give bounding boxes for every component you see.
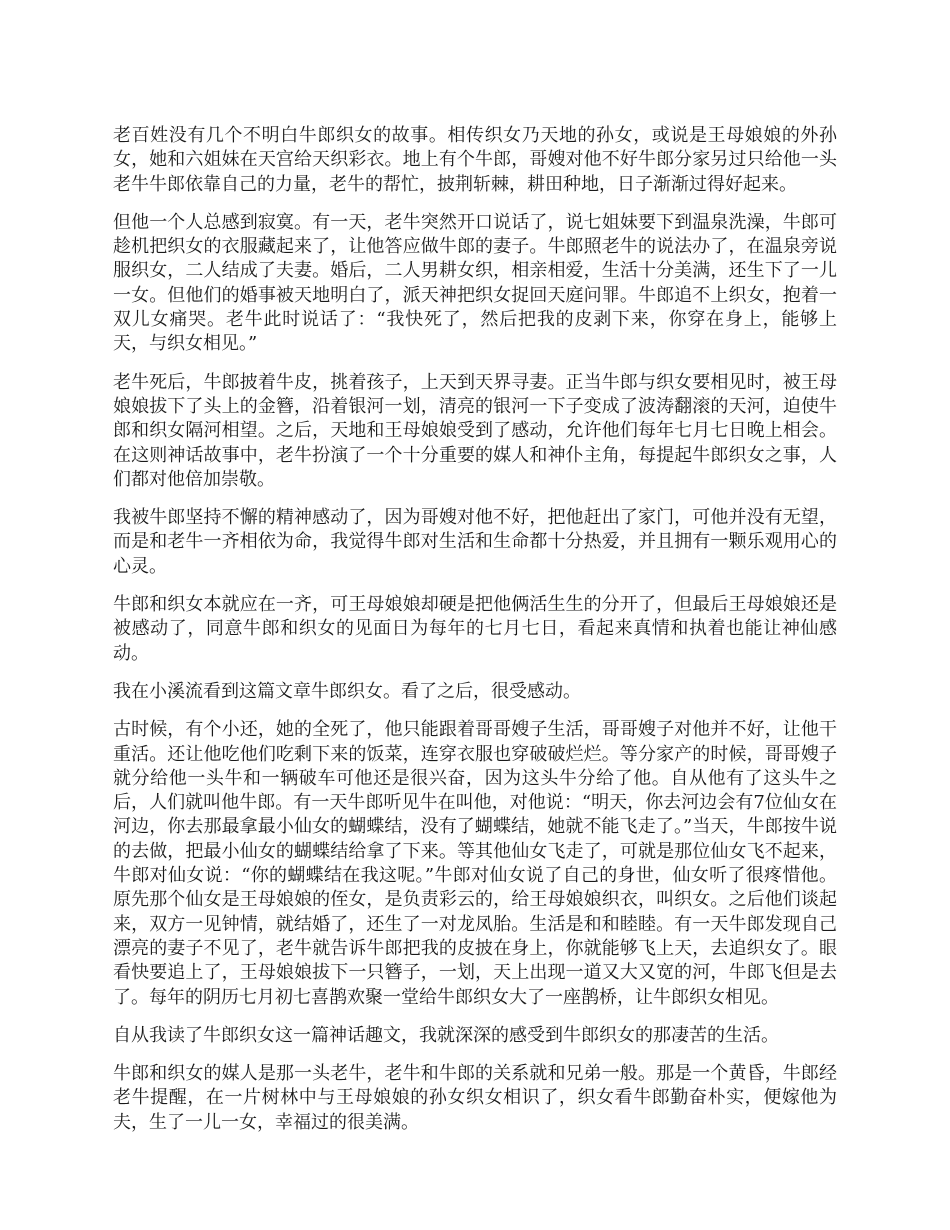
paragraph-4: 我被牛郎坚持不懈的精神感动了，因为哥嫂对他不好，把他赶出了家门，可他并没有无望，而是和老牛一齐相依为命，我觉得牛郎对生活和生命都十分热爱，并且拥有一颗乐观用心的心灵。 (113, 507, 837, 577)
document-body (113, 124, 837, 1149)
paragraph-9: 牛郎和织女的媒人是那一头老牛，老牛和牛郎的关系就和兄弟一般。那是一个黄昏，牛郎经老牛提醒，在一片树林中与王母娘娘的孙女织女相识了，织女看牛郎勤奋朴实，便嫁他为夫，生了一儿一女，幸福过的很美满。 (113, 1063, 837, 1133)
paragraph-5: 牛郎和织女本就应在一齐，可王母娘娘却硬是把他俩活生生的分开了，但最后王母娘娘还是被感动了，同意牛郎和织女的见面日为每年的七月七日，看起来真情和执着也能让神仙感动。 (113, 594, 837, 664)
paragraph-1: 老百姓没有几个不明白牛郎织女的故事。相传织女乃天地的孙女，或说是王母娘娘的外孙女，她和六姐妹在天宫给天织彩衣。地上有个牛郎，哥嫂对他不好牛郎分家另过只给他一头老牛牛郎依靠自己的力量，老牛的帮忙，披荆斩棘，耕田种地，日子渐渐过得好起来。 (113, 125, 837, 195)
paragraph-7: 古时候，有个小还，她的全死了，他只能跟着哥哥嫂子生活，哥哥嫂子对他并不好，让他干重活。还让他吃他们吃剩下来的饭菜，连穿衣服也穿破破烂烂。等分家产的时候，哥哥嫂子就分给他一头牛和一辆破车可他还是很兴奋，因为这头牛分给了他。自从他有了这头牛之后，人们就叫他牛郎。有一天牛郎听见牛在叫他，对他说：“明天，你去河边会有7位仙女在河边，你去那最拿最小仙女的蝴蝶结，没有了蝴蝶结，她就不能飞走了。”当天，牛郎按牛说的去做，把最小仙女的蝴蝶结给拿了下来。等其他仙女飞走了，可就是那位仙女飞不起来，牛郎对仙女说：“你的蝴蝶结在我这呢。”牛郎对仙女说了自己的身世，仙女听了很疼惜他。原先那个仙女是王母娘娘的侄女，是负责彩云的，给王母娘娘织衣，叫织女。之后他们谈起来，双方一见钟情，就结婚了，还生了一对龙凤胎。生活是和和睦睦。有一天牛郎发现自己漂亮的妻子不见了，老牛就告诉牛郎把我的皮披在身上，你就能够飞上天，去追织女了。眼看快要追上了，王母娘娘拔下一只簪子，一划，天上出现一道又大又宽的河，牛郎飞但是去了。每年的阴历七月初七喜鹊欢聚一堂给牛郎织女大了一座鹊桥，让牛郎织女相见。 (113, 719, 837, 1008)
paragraph-2: 但他一个人总感到寂寞。有一天，老牛突然开口说话了，说七姐妹要下到温泉洗澡，牛郎可趁机把织女的衣服藏起来了，让他答应做牛郎的妻子。牛郎照老牛的说法办了，在温泉旁说服织女，二人结成了夫妻。婚后，二人男耕女织，相亲相爱，生活十分美满，还生下了一儿一女。但他们的婚事被天地明白了，派天神把织女捉回天庭问罪。牛郎追不上织女，抱着一双儿女痛哭。老牛此时说话了：“我快死了，然后把我的皮剥下来，你穿在身上，能够上天，与织女相见。” (113, 211, 837, 355)
paragraph-3: 老牛死后，牛郎披着牛皮，挑着孩子，上天到天界寻妻。正当牛郎与织女要相见时，被王母娘娘拔下了头上的金簪，沿着银河一划，清亮的银河一下子变成了波涛翻滚的天河，迫使牛郎和织女隔河相望。之后，天地和王母娘娘受到了感动，允许他们每年七月七日晚上相会。在这则神话故事中，老牛扮演了一个十分重要的媒人和神仆主角，每提起牛郎织女之事，人们都对他倍加崇敬。 (113, 371, 837, 490)
paragraph-6: 我在小溪流看到这篇文章牛郎织女。看了之后，很受感动。 (113, 680, 581, 702)
paragraph-8: 自从我读了牛郎织女这一篇神话趣文，我就深深的感受到牛郎织女的那凄苦的生活。 (113, 1024, 779, 1046)
